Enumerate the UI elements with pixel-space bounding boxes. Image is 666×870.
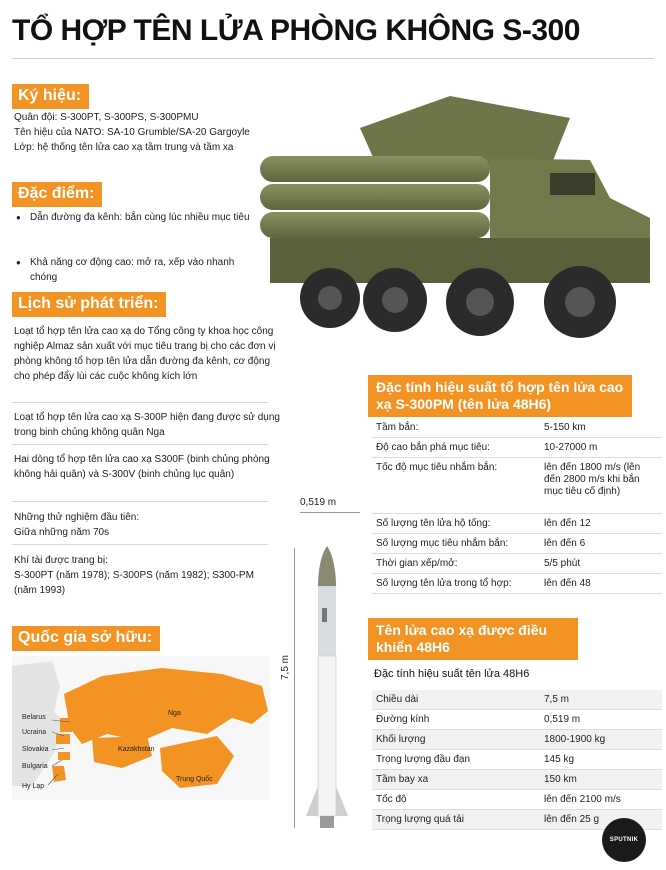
table-row (372, 554, 662, 574)
map-label-bulgaria: Bulgaria (22, 763, 48, 770)
kyhieu-line-2: Tên hiệu của NATO: SA-10 Grumble/SA-20 Gargoyle (14, 127, 250, 138)
spec1-value: 5-150 km (544, 422, 586, 433)
spec2-key: Đường kính (376, 714, 430, 725)
sputnik-logo (602, 818, 646, 862)
table-row (372, 790, 662, 810)
table-row (372, 690, 662, 710)
spec1-key: Thời gian xếp/mở: (376, 558, 458, 569)
spec2-key: Tầm bay xa (376, 774, 429, 785)
spec2-key: Trọng lượng quá tải (376, 814, 464, 825)
map-label-kazakhstan: Kazakhstan (118, 746, 155, 753)
length-dimension (294, 548, 295, 828)
table-row (372, 750, 662, 770)
spec2-value: lên đến 25 g (544, 814, 600, 825)
spec1-key: Tốc độ mục tiêu nhắm bắn: (376, 462, 498, 473)
spec1-value: 10-27000 m (544, 442, 598, 453)
lichsu-p2: Loạt tổ hợp tên lửa cao xạ S-300P hiện đang được sử dụng trong binh chủng không quân Nga (14, 412, 280, 438)
spec2-value: 7,5 m (544, 694, 570, 705)
spec2-value: lên đến 2100 m/s (544, 794, 621, 805)
table-row (372, 438, 662, 458)
table-row (372, 534, 662, 554)
spec1-heading: Đặc tính hiệu suất tổ hợp tên lửa cao xạ S-300PM (tên lửa 48H6) (368, 375, 632, 417)
table-row (372, 514, 662, 534)
spec1-key: Tầm bắn: (376, 422, 419, 433)
kyhieu-line-1: Quân đội: S-300PT, S-300PS, S-300PMU (14, 112, 199, 123)
spec2-key: Khối lượng (376, 734, 426, 745)
spec2-heading: Tên lửa cao xạ được điều khiển 48H6 (368, 618, 578, 660)
spec2-key: Trọng lượng đầu đạn (376, 754, 471, 765)
spec2-subheading: Đặc tính hiệu suất tên lửa 48H6 (374, 668, 530, 680)
map-label-hylap: Hy Lạp (22, 783, 45, 790)
lichsu-heading: Lịch sử phát triển: (12, 292, 166, 317)
lichsu-p4-label: Những thử nghiệm đầu tiên: (14, 512, 140, 523)
table-row (372, 418, 662, 438)
spec2-value: 1800-1900 kg (544, 734, 606, 745)
kyhieu-line-3: Lớp: hệ thống tên lửa cao xạ tầm trung và tầm xa (14, 142, 234, 153)
missile-diameter-label: 0,519 m (300, 497, 337, 508)
divider (12, 444, 268, 445)
spec1-value: lên đến 48 (544, 578, 591, 589)
page-title: TỔ HỢP TÊN LỬA PHÒNG KHÔNG S-300 (12, 14, 580, 47)
lichsu-p3: Hai dòng tổ hợp tên lửa cao xạ S300F (binh chủng phòng không hải quân) và S-300V (binh chủng lục quân) (14, 454, 270, 480)
spec2-value: 0,519 m (544, 714, 581, 725)
table-row (372, 458, 662, 514)
map-label-slovakia: Slovakia (22, 746, 49, 753)
spec1-value: lên đến 6 (544, 538, 586, 549)
table-row (372, 770, 662, 790)
spec2-key: Tốc độ (376, 794, 407, 805)
truck-image (250, 88, 660, 358)
map (12, 656, 270, 800)
quocgia-heading: Quốc gia sở hữu: (12, 626, 160, 651)
diameter-dimension (300, 512, 360, 513)
title-divider (12, 58, 654, 59)
map-label-nga: Nga (168, 710, 181, 717)
sputnik-logo-text: SPUTNIK (609, 837, 639, 843)
map-label-trungquoc: Trung Quốc (176, 776, 213, 783)
table-row (372, 574, 662, 594)
dacdiem-item-2: ● Khả năng cơ động cao: mở ra, xếp vào nhanh chóng (16, 255, 256, 285)
dacdiem-heading: Đặc điểm: (12, 182, 102, 207)
lichsu-p5-label: Khí tài được trang bị: (14, 555, 108, 566)
spec2-value: 145 kg (544, 754, 575, 765)
divider (12, 402, 268, 403)
lichsu-p1: Loạt tổ hợp tên lửa cao xạ do Tổng công ty khoa học công nghiệp Almaz sản xuất với mục tiêu trang bị cho các đơn vị phòng không tổ hợp tên lửa dẫn đường đa kênh, cơ động cho phép đẩy lùi các cuộc không kích lớn (14, 326, 276, 382)
map-label-belarus: Belarus (22, 714, 46, 721)
lichsu-p4-value: Giữa những năm 70s (14, 527, 110, 538)
spec1-key: Số lượng tên lửa trong tổ hợp: (376, 578, 512, 589)
spec1-value: lên đến 12 (544, 518, 591, 529)
spec2-value: 150 km (544, 774, 577, 785)
divider (12, 501, 268, 502)
spec1-key: Số lượng mục tiêu nhắm bắn: (376, 538, 509, 549)
dacdiem-item-1: ● Dẫn đường đa kênh: bắn cùng lúc nhiều mục tiêu (16, 210, 256, 225)
kyhieu-heading: Ký hiệu: (12, 84, 89, 109)
table-row (372, 710, 662, 730)
spec1-key: Số lượng tên lửa hộ tống: (376, 518, 491, 529)
lichsu-p5-value: S-300PT (năm 1978); S-300PS (năm 1982); S300-PM (năm 1993) (14, 570, 254, 596)
divider (12, 544, 268, 545)
map-label-ucraina: Ucraina (22, 729, 47, 736)
table-row (372, 730, 662, 750)
missile-image (300, 546, 354, 836)
spec1-key: Độ cao bắn phá mục tiêu: (376, 442, 490, 453)
spec1-value: 5/5 phút (544, 558, 581, 569)
missile-length-label: 7,5 m (280, 654, 291, 680)
spec1-value: lên đến 1800 m/s (lên đến 2800 m/s khi bắn mục tiêu cố định) (544, 462, 641, 497)
spec2-key: Chiều dài (376, 694, 419, 705)
